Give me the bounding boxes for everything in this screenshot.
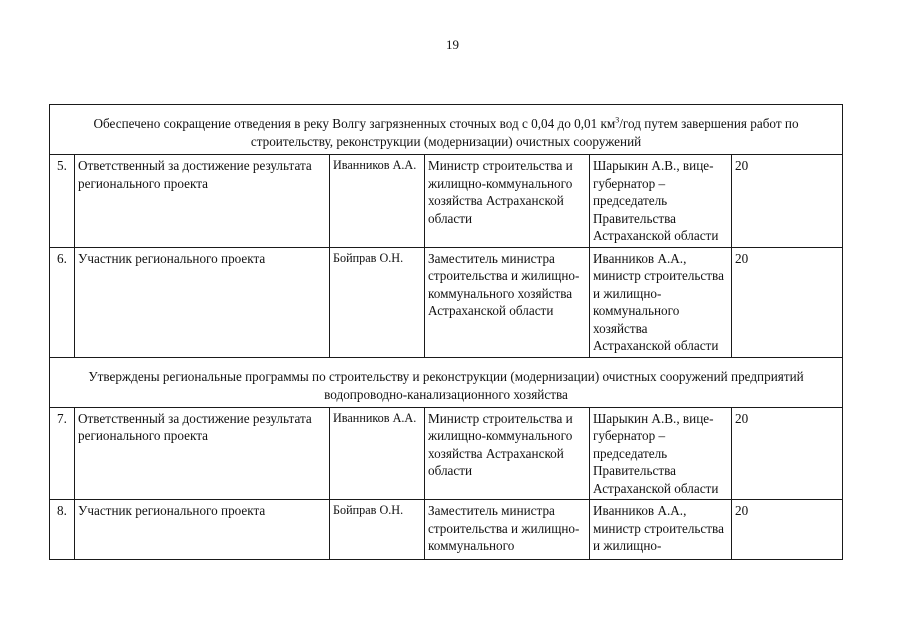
participant-position: Заместитель министра строительства и жилищно-коммунального хозяйства Астраханской области [425, 247, 590, 357]
participant-role: Участник регионального проекта [75, 500, 330, 560]
table-row [50, 407, 843, 500]
participant-role: Участник регионального проекта [75, 247, 330, 357]
row-number: 8. [50, 500, 75, 560]
responsibility-table [49, 104, 843, 560]
direct-supervisor: Иванников А.А., министр строительства и жилищно- [590, 500, 732, 560]
employment-value: 20 [732, 500, 843, 560]
direct-supervisor: Иванников А.А., министр строительства и жилищно-коммунального хозяйства Астраханской области [590, 247, 732, 357]
participant-name: Бойправ О.Н. [330, 500, 425, 560]
participant-position: Министр строительства и жилищно-коммунального хозяйства Астраханской области [425, 407, 590, 500]
section-title: Обеспечено сокращение отведения в реку Волгу загрязненных сточных вод с 0,04 до 0,01 $км^3$/год путем завершения работ по строительству, реконструкции (модернизации) очистных сооружений [50, 105, 843, 155]
page-number: 19 [446, 37, 459, 52]
employment-value: 20 [732, 407, 843, 500]
row-number: 7. [50, 407, 75, 500]
section-header-row [50, 357, 843, 407]
direct-supervisor: Шарыкин А.В., вице-губернатор – председатель Правительства Астраханской области [590, 407, 732, 500]
section-header-row [50, 105, 843, 155]
employment-value: 20 [732, 155, 843, 248]
row-number: 6. [50, 247, 75, 357]
direct-supervisor: Шарыкин А.В., вице-губернатор – председатель Правительства Астраханской области [590, 155, 732, 248]
participant-position: Заместитель министра строительства и жилищно-коммунального [425, 500, 590, 560]
participant-name: Иванников А.А. [330, 155, 425, 248]
section-title: Утверждены региональные программы по строительству и реконструкции (модернизации) очистных сооружений предприятий водопроводно-канализационного хозяйства [50, 357, 843, 407]
participant-name: Иванников А.А. [330, 407, 425, 500]
participant-role: Ответственный за достижение результата регионального проекта [75, 407, 330, 500]
participant-position: Министр строительства и жилищно-коммунального хозяйства Астраханской области [425, 155, 590, 248]
participant-role: Ответственный за достижение результата регионального проекта [75, 155, 330, 248]
table-row [50, 155, 843, 248]
table-row [50, 500, 843, 560]
participant-name: Бойправ О.Н. [330, 247, 425, 357]
table-row [50, 247, 843, 357]
row-number: 5. [50, 155, 75, 248]
employment-value: 20 [732, 247, 843, 357]
